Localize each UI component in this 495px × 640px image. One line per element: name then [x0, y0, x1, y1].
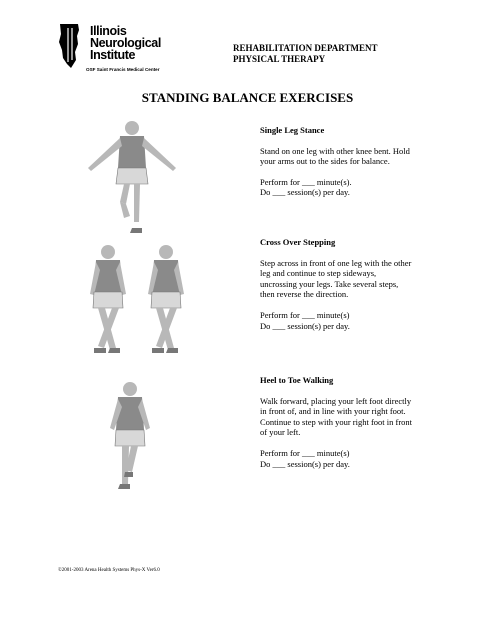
description-line: Continue to step with your right foot in front — [260, 416, 413, 427]
description-line: Walk forward, placing your left foot directly — [260, 395, 412, 406]
department-line-2: PHYSICAL THERAPY — [233, 54, 326, 64]
exercise-dosage — [260, 310, 445, 331]
perform-duration: Perform for ___ minute(s) — [260, 447, 350, 458]
heel-to-toe-walking-illustration — [100, 380, 160, 498]
description-line: then reverse the direction. — [260, 289, 349, 300]
logo-line-3: Institute — [90, 48, 136, 62]
exercise-heading: Single Leg Stance — [260, 125, 325, 135]
description-line: leg and continue to step sideways, — [260, 268, 377, 279]
description-line: uncrossing your legs. Take several steps, — [260, 278, 399, 289]
perform-duration: Perform for ___ minute(s). — [260, 176, 352, 187]
illinois-state-icon — [56, 22, 86, 70]
description-line: of your left. — [260, 427, 301, 438]
department-header — [233, 43, 377, 65]
exercise-single-leg-stance — [260, 125, 445, 208]
sessions-per-day: Do ___ session(s) per day. — [260, 458, 350, 469]
logo-wordmark — [90, 25, 161, 61]
page-title: STANDING BALANCE EXERCISES — [141, 90, 354, 105]
description-line: Stand on one leg with other knee bent. Hold — [260, 145, 410, 156]
cross-over-stepping-illustration — [78, 240, 198, 360]
exercise-heel-to-toe-walking — [260, 375, 445, 479]
logo-line-1: Illinois — [90, 24, 127, 38]
exercise-cross-over-stepping — [260, 237, 445, 341]
exercise-heading: Cross Over Stepping — [260, 237, 336, 247]
description-line: in front of, and in line with your right foot. — [260, 406, 406, 417]
single-leg-stance-illustration — [82, 118, 182, 240]
exercise-description — [260, 146, 445, 167]
exercise-description — [260, 396, 445, 438]
logo-subtitle: OSF Saint Francis Medical Center — [86, 67, 160, 72]
exercise-description — [260, 258, 445, 300]
exercise-heading: Heel to Toe Walking — [260, 375, 334, 385]
exercise-dosage — [260, 448, 445, 469]
sessions-per-day: Do ___ session(s) per day. — [260, 187, 350, 198]
description-line: your arms out to the sides for balance. — [260, 156, 390, 167]
copyright-footer: ©2001-2003 Arena Health Systems Phys-X Ver6.0 — [58, 568, 160, 573]
logo-line-2: Neurological — [90, 36, 161, 50]
exercise-dosage — [260, 177, 445, 198]
institute-logo — [56, 22, 176, 82]
department-line-1: REHABILITATION DEPARTMENT — [233, 43, 378, 53]
sessions-per-day: Do ___ session(s) per day. — [260, 320, 350, 331]
description-line: Step across in front of one leg with the other — [260, 257, 412, 268]
perform-duration: Perform for ___ minute(s) — [260, 309, 350, 320]
